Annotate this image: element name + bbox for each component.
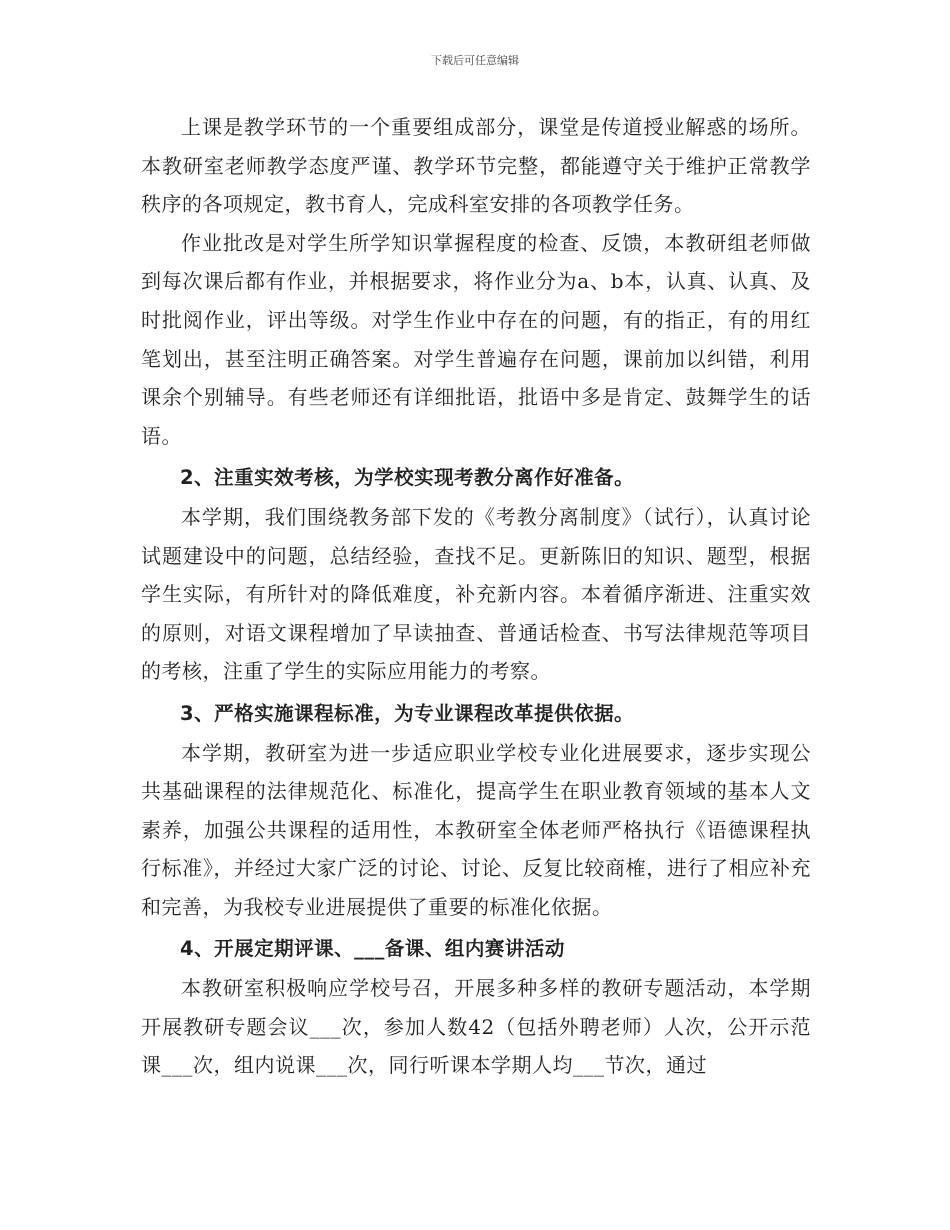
section-heading-3: 3、严格实施课程标准，为专业课程改革提供依据。: [180, 701, 635, 725]
paragraph-exam-separation: 本学期，我们围绕教务部下发的《考教分离制度》（试行），认真讨论试题建设中的问题，总结经验，查找不足。更新陈旧的知识、题型，根据学生实际，有所针对的降低难度，补充新内容。本着循序渐进、注重实效的原则，对语文课程增加了早读抽查、普通话检查、书写法律规范等项目的考核，注重了学生的实际应用能力的考察。: [141, 504, 811, 684]
paragraph-homework-grading: 作业批改是对学生所学知识掌握程度的检查、反馈，本教研组老师做到每次课后都有作业，并根据要求，将作业分为a、b本，认真、认真、及时批阅作业，评出等级。对学生作业中存在的问题，有的指正，有的用红笔划出，甚至注明正确答案。对学生普遍存在问题，课前加以纠错，利用课余个别辅导。有些老师还有详细批语，批语中多是肯定、鼓舞学生的话语。: [141, 230, 811, 448]
section-heading-2: 2、注重实效考核，为学校实现考教分离作好准备。: [180, 466, 635, 490]
document-body: [141, 108, 811, 1085]
section-heading-4: 4、开展定期评课、___备课、组内赛讲活动: [180, 937, 565, 961]
paragraph-curriculum-standards: 本学期，教研室为进一步适应职业学校专业化进展要求，逐步实现公共基础课程的法律规范化、标准化，提高学生在职业教育领域的基本人文素养，加强公共课程的适用性，本教研室全体老师严格执行《语德课程执行标准》，并经过大家广泛的讨论、讨论、反复比较商榷，进行了相应补充和完善，为我校专业进展提供了重要的标准化依据。: [141, 740, 811, 919]
paragraph-teaching-activities: 本教研室积极响应学校号召，开展多种多样的教研专题活动，本学期开展教研专题会议___次，参加人数42（包括外聘老师）人次，公开示范课___次，组内说课___次，同行听课本学期人均___节次，通过: [141, 976, 811, 1078]
paragraph-class-teaching: 上课是教学环节的一个重要组成部分，课堂是传道授业解惑的场所。本教研室老师教学态度严谨、教学环节完整，都能遵守关于维护正常教学秩序的各项规定，教书育人，完成科室安排的各项教学任务。: [141, 115, 811, 217]
page-header: 下载后可任意编辑: [431, 54, 519, 67]
